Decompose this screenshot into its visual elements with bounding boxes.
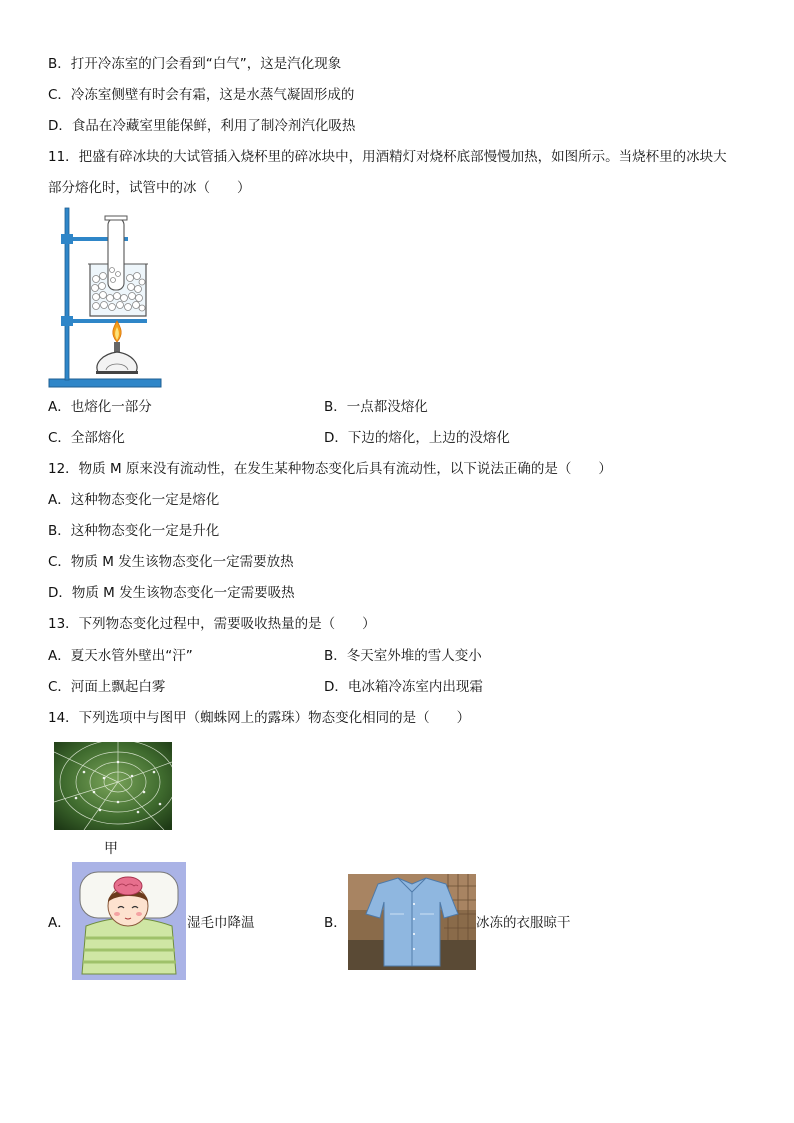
q12-option-a: A．这种物态变化一定是熔化 — [48, 492, 220, 508]
frozen-shirt-photo — [348, 874, 476, 970]
q10-option-b: B．打开冷冻室的门会看到“白气”，这是汽化现象 — [48, 56, 342, 72]
q14-option-b-text: 冰冻的衣服晾干 — [476, 915, 571, 931]
q14-option-b-letter: B． — [324, 915, 347, 931]
q10-option-c: C．冷冻室侧壁有时会有霜，这是水蒸气凝固形成的 — [48, 87, 355, 103]
q13-option-d: D．电冰箱冷冻室内出现霜 — [324, 679, 483, 695]
q14-option-a-letter: A． — [48, 915, 71, 931]
q11-option-a: A．也熔化一部分 — [48, 399, 152, 415]
spider-web-dew-photo — [54, 742, 172, 830]
q12-option-b: B．这种物态变化一定是升化 — [48, 523, 220, 539]
q12-option-c: C．物质 M 发生该物态变化一定需要放热 — [48, 554, 294, 570]
alcohol-lamp-apparatus-figure — [46, 204, 166, 390]
child-sick-in-bed-illustration — [72, 862, 186, 980]
spider-web-image — [54, 742, 172, 830]
q11-stem-line1: 11．把盛有碎冰块的大试管插入烧杯里的碎冰块中，用酒精灯对烧杯底部慢慢加热，如图所示。当烧杯里的冰块大 — [48, 149, 727, 165]
q11-option-b: B．一点都没熔化 — [324, 399, 428, 415]
figure-jia-caption: 甲 — [104, 841, 118, 857]
q13-stem: 13．下列物态变化过程中，需要吸收热量的是（ ） — [48, 616, 376, 632]
q14-stem: 14．下列选项中与图甲（蜘蛛网上的露珠）物态变化相同的是（ ） — [48, 710, 471, 726]
q10-option-d: D．食品在冷藏室里能保鲜，利用了制冷剂汽化吸热 — [48, 118, 356, 134]
q12-option-d: D．物质 M 发生该物态变化一定需要吸热 — [48, 585, 295, 601]
frozen-clothes-drying-image — [348, 874, 476, 970]
apparatus-drawing — [46, 204, 166, 390]
q13-option-c: C．河面上飘起白雾 — [48, 679, 166, 695]
q14-option-a-text: 湿毛巾降温 — [187, 915, 255, 931]
q11-option-c: C．全部熔化 — [48, 430, 125, 446]
q13-option-a: A．夏天水管外壁出“汗” — [48, 648, 193, 664]
q13-option-b: B．冬天室外堆的雪人变小 — [324, 648, 482, 664]
child-with-wet-towel-image — [72, 862, 186, 980]
q11-stem-line2: 部分熔化时，试管中的冰（ ） — [48, 180, 251, 196]
q12-stem: 12．物质 M 原来没有流动性，在发生某种物态变化后具有流动性，以下说法正确的是（ ） — [48, 461, 612, 477]
q11-option-d: D．下边的熔化，上边的没熔化 — [324, 430, 510, 446]
